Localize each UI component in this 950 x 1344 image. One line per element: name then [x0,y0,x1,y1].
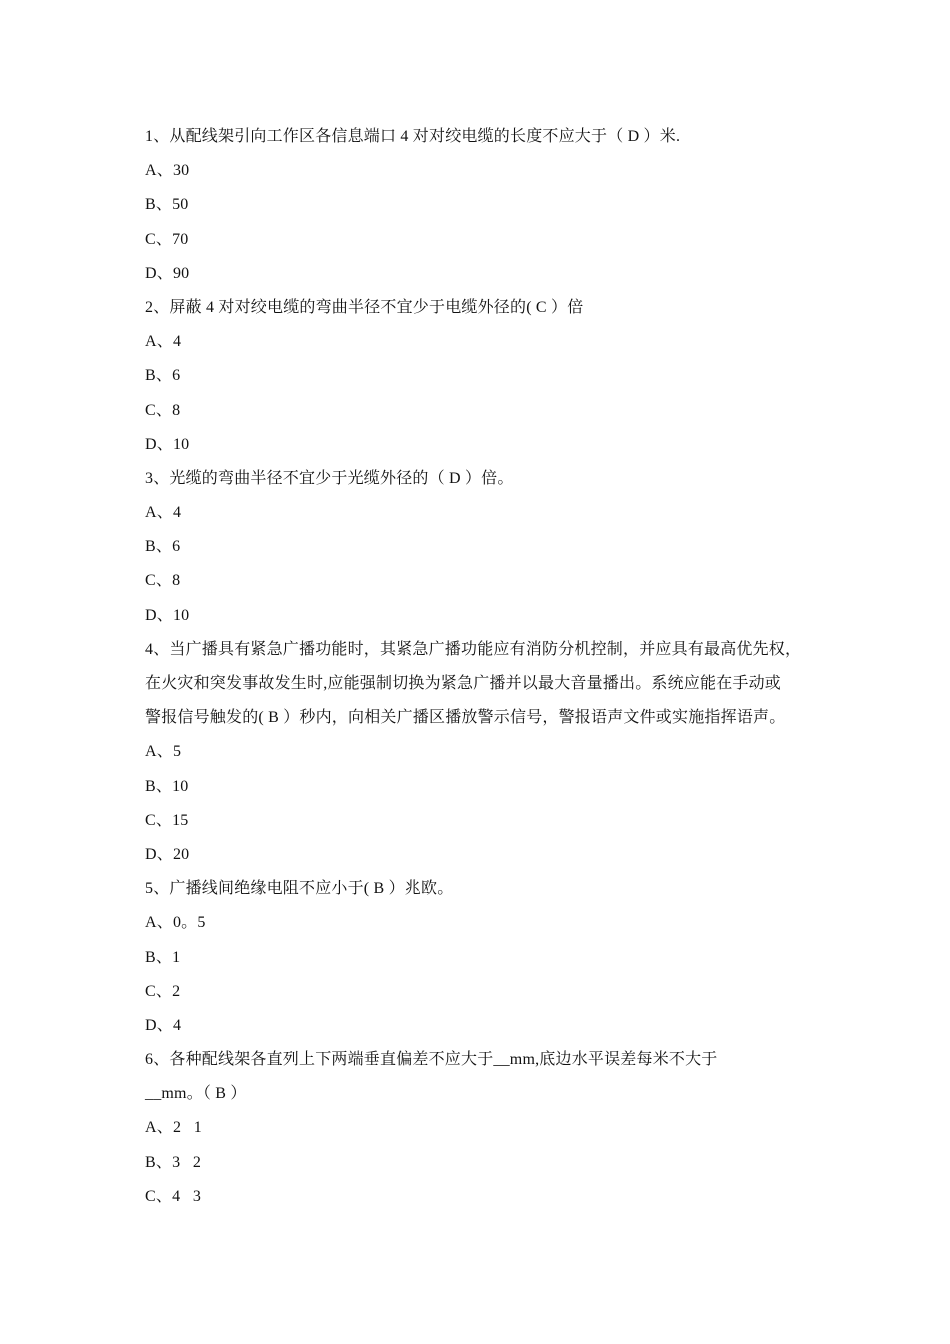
question-6-text-line-1: 6、各种配线架各直列上下两端垂直偏差不应大于__mm,底边水平误差每米不大于 [145,1051,718,1069]
question-4-option-c: C、15 [145,811,189,829]
question-5-option-b: B、1 [145,948,181,966]
question-2-option-a: A、4 [145,333,182,351]
question-4-text-line-1: 4、当广播具有紧急广播功能时，其紧急广播功能应有消防分机控制，并应具有最高优先权， [145,640,802,658]
question-1-text: 1、从配线架引向工作区各信息端口 4 对对绞电缆的长度不应大于（ D ）米. [145,128,681,145]
question-6-option-c: C、4 3 [145,1187,202,1205]
question-5-option-c: C、2 [145,982,181,1000]
question-5-text: 5、广播线间绝缘电阻不应小于( B ）兆欧。 [145,880,454,898]
question-5-option-d: D、4 [145,1016,182,1034]
question-2-option-c: C、8 [145,401,181,419]
question-4-text-line-3: 警报信号触发的( B ）秒内，向相关广播区播放警示信号，警报语声文件或实施指挥语声。 [145,709,786,727]
question-6-option-a: A、2 1 [145,1119,202,1137]
question-5-option-a: A、0。5 [145,914,206,932]
question-1-option-c: C、70 [145,230,189,248]
question-2-option-b: B、6 [145,367,181,385]
question-list [145,120,825,1214]
question-3-option-b: B、6 [145,538,181,556]
question-3-option-d: D、10 [145,606,190,624]
question-6-option-b: B、3 2 [145,1153,202,1171]
question-1-option-d: D、90 [145,264,190,282]
question-3-option-a: A、4 [145,504,182,522]
question-6-text-line-2: __mm。（ B ） [145,1085,247,1103]
question-1-option-a: A、30 [145,162,190,180]
question-2-option-d: D、10 [145,435,190,453]
question-4-text-line-2: 在火灾和突发事故发生时,应能强制切换为紧急广播并以最大音量播出。系统应能在手动或 [145,675,782,692]
question-3-text: 3、光缆的弯曲半径不宜少于光缆外径的（ D ）倍。 [145,469,514,487]
question-3-option-c: C、8 [145,572,181,590]
question-2-text: 2、屏蔽 4 对对绞电缆的弯曲半径不宜少于电缆外径的( C ）倍 [145,298,584,316]
question-4-option-d: D、20 [145,845,190,863]
question-1-option-b: B、50 [145,196,189,214]
question-4-option-a: A、5 [145,743,182,761]
question-4-option-b: B、10 [145,777,189,795]
